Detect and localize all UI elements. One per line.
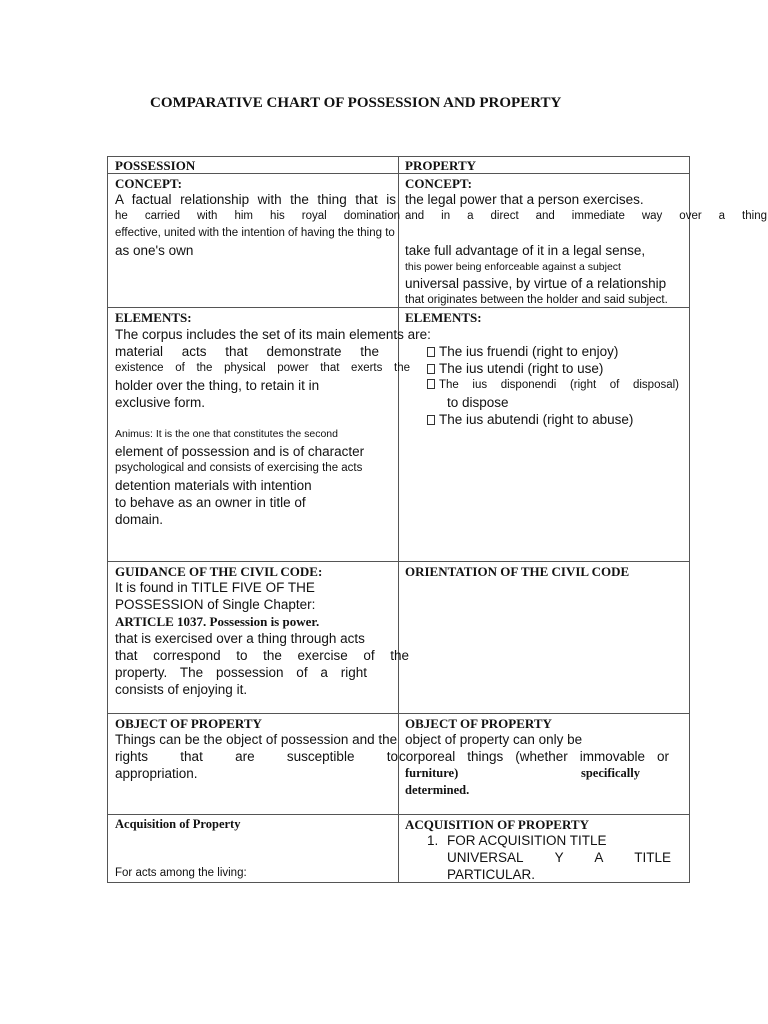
possession-civil-code-line: that is exercised over a thing through acts: [115, 631, 365, 646]
bullet-box-icon: [427, 364, 435, 374]
property-elements-heading: ELEMENTS:: [405, 310, 482, 325]
possession-concept-line: A factual relationship with the thing that is: [115, 192, 396, 207]
table-border-right: [689, 156, 690, 883]
bullet-box-icon: [427, 379, 435, 389]
possession-object-line: appropriation.: [115, 766, 198, 781]
property-elements-item: The ius fruendi (right to enjoy): [427, 343, 618, 360]
possession-elements-line: psychological and consists of exercising the acts: [115, 462, 363, 474]
bullet-box-icon: [427, 415, 435, 425]
possession-object-line: Things can be the object of possession and the: [115, 732, 398, 747]
possession-elements-line: exclusive form.: [115, 395, 206, 410]
column-divider: [398, 156, 399, 883]
property-object-line: corporeal things (whether immovable or: [399, 749, 669, 764]
property-acquisition-heading: ACQUISITION OF PROPERTY: [405, 817, 589, 832]
table-border-left: [107, 156, 108, 883]
property-concept-line: take full advantage of it in a legal sense,: [405, 243, 646, 258]
possession-civil-code-line: that correspond to the exercise of the: [115, 648, 409, 663]
property-acquisition-line: UNIVERSAL Y A TITLE: [447, 850, 671, 865]
possession-elements-line: holder over the thing, to retain it in: [115, 378, 320, 393]
property-object-line: determined.: [405, 783, 470, 797]
possession-elements-line: domain.: [115, 512, 164, 527]
property-acquisition-line: PARTICULAR.: [447, 867, 536, 882]
property-concept-line: universal passive, by virtue of a relationship: [405, 276, 667, 291]
property-acquisition-number: 1.: [427, 833, 439, 848]
property-elements-item: The ius disponendi (right of disposal): [427, 377, 679, 394]
bullet-box-icon: [427, 347, 435, 357]
property-concept-line: and in a direct and immediate way over a thing: [405, 210, 767, 222]
property-acquisition-line: FOR ACQUISITION TITLE: [447, 833, 607, 848]
property-concept-line: that originates between the holder and said subject.: [405, 294, 668, 306]
possession-concept-line: effective, united with the intention of having the thing to: [115, 227, 395, 239]
property-civil-code-heading: ORIENTATION OF THE CIVIL CODE: [405, 564, 630, 579]
possession-civil-code-line: consists of enjoying it.: [115, 682, 248, 697]
property-concept-line: the legal power that a person exercises.: [405, 192, 644, 207]
possession-elements-heading: ELEMENTS:: [115, 310, 192, 325]
possession-elements-line: Animus: It is the one that constitutes the second: [115, 428, 338, 440]
property-elements-item-continuation: to dispose: [447, 395, 509, 410]
possession-elements-line: existence of the physical power that exerts the: [115, 362, 410, 374]
possession-elements-line: element of possession and is of character: [115, 444, 365, 459]
possession-object-heading: OBJECT OF PROPERTY: [115, 716, 262, 731]
possession-concept-line: as one's own: [115, 243, 194, 258]
property-concept-line: this power being enforceable against a subject: [405, 261, 621, 273]
possession-acquisition-line: For acts among the living:: [115, 867, 247, 879]
property-concept-heading: CONCEPT:: [405, 176, 472, 191]
possession-object-line: rights that are susceptible to: [115, 749, 398, 764]
comparison-table: [107, 156, 767, 883]
possession-acquisition-heading: Acquisition of Property: [115, 817, 241, 831]
possession-concept-line: he carried with him his royal domination: [115, 210, 400, 222]
possession-civil-code-line: property. The possession of a right: [115, 665, 367, 680]
possession-civil-code-line: POSSESSION of Single Chapter:: [115, 597, 316, 612]
possession-column-header: POSSESSION: [115, 158, 196, 173]
possession-civil-code-line: It is found in TITLE FIVE OF THE: [115, 580, 315, 595]
property-elements-item: The ius utendi (right to use): [427, 360, 603, 377]
document-title: COMPARATIVE CHART OF POSSESSION AND PROPERTY: [150, 95, 562, 111]
possession-civil-code-heading: GUIDANCE OF THE CIVIL CODE:: [115, 564, 323, 579]
property-elements-item: The ius abutendi (right to abuse): [427, 411, 633, 428]
property-column-header: PROPERTY: [405, 158, 477, 173]
possession-concept-heading: CONCEPT:: [115, 176, 182, 191]
possession-elements-line: detention materials with intention: [115, 478, 312, 493]
property-object-line: object of property can only be: [405, 732, 583, 747]
possession-elements-line: to behave as an owner in title of: [115, 495, 306, 510]
property-object-heading: OBJECT OF PROPERTY: [405, 716, 552, 731]
possession-civil-code-article: ARTICLE 1037. Possession is power.: [115, 614, 320, 629]
possession-elements-line: The corpus includes the set of its main elements are:: [115, 327, 431, 342]
possession-elements-line: material acts that demonstrate the: [115, 344, 379, 359]
property-object-line: furniture) specifically: [405, 766, 640, 780]
